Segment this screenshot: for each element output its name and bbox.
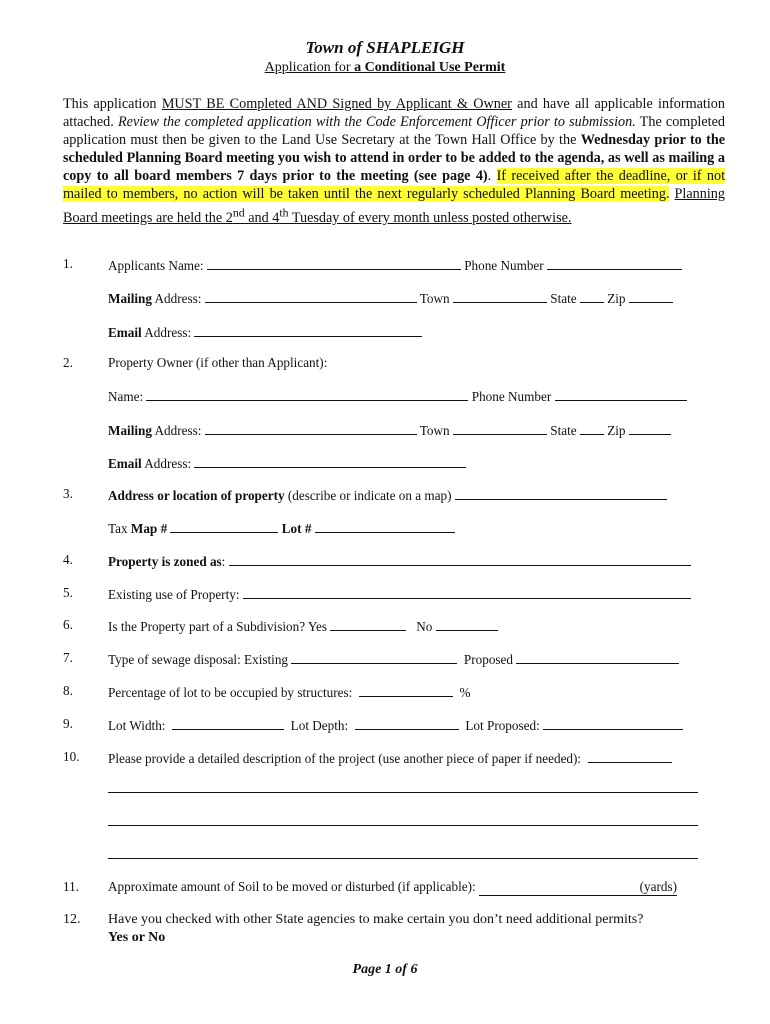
field-label: State [550, 423, 577, 438]
owner-address-field[interactable] [205, 421, 417, 435]
intro-text: and 4 [244, 209, 280, 226]
property-location-field[interactable] [455, 486, 667, 500]
lot-dimensions-line [108, 716, 683, 734]
item-number: 9. [63, 716, 73, 731]
item-number: 8. [63, 683, 73, 698]
field-label: Phone Number [471, 389, 552, 404]
item-number: 1. [63, 256, 73, 271]
field-label: Mailing [108, 423, 152, 438]
intro-sup: nd [232, 205, 245, 219]
form-subtitle [0, 60, 770, 76]
intro-deadline: Wednesday prior to the scheduled Planning Board meeting you wish to attend in order to be added to the agenda, as well as mailing a copy to all board members 7 days prior to the meeting (see page 4) [63, 132, 726, 184]
field-label: Lot Width: [108, 718, 166, 733]
field-label: Address: [151, 291, 202, 306]
description-line-1[interactable] [108, 792, 698, 793]
description-line-2[interactable] [108, 825, 698, 826]
owner-email-line [108, 454, 466, 472]
existing-use-line [108, 585, 691, 603]
owner-state-field[interactable] [580, 421, 604, 435]
field-label: Address: [151, 423, 202, 438]
field-label: Address: [141, 325, 192, 340]
description-line-3[interactable] [108, 858, 698, 859]
field-label: Percentage of lot to be occupied by structures: [108, 685, 353, 700]
field-label: Name: [108, 389, 144, 404]
intro-sup: th [279, 205, 289, 219]
applicant-town-field[interactable] [453, 289, 547, 303]
field-label: Approximate amount of Soil to be moved or disturbed (if applicable): [108, 879, 476, 894]
form-title: Town of SHAPLEIGH [305, 38, 465, 57]
sewage-proposed-field[interactable] [516, 650, 679, 664]
sewage-line [108, 650, 679, 668]
field-label: Proposed [463, 652, 513, 667]
zoning-line [108, 552, 691, 570]
percentage-field[interactable] [359, 683, 453, 697]
intro-text: Tuesday of every month unless posted otherwise. [288, 209, 572, 226]
soil-field[interactable] [479, 879, 677, 896]
description-line [108, 749, 672, 767]
field-label: Zip [607, 291, 626, 306]
item-number: 7. [63, 650, 73, 665]
zoning-field[interactable] [229, 552, 691, 566]
field-label: Address: [141, 456, 192, 471]
field-label: Town [419, 291, 450, 306]
field-label: Email [108, 325, 142, 340]
item-number: 12. [63, 912, 81, 927]
intro-must-complete: MUST BE Completed AND Signed by Applicant & Owner [161, 96, 512, 112]
field-label: Map # [130, 521, 168, 536]
intro-text: . [487, 168, 497, 184]
owner-label: Property Owner (if other than Applicant): [108, 355, 328, 370]
applicant-name-field[interactable] [207, 256, 461, 270]
field-label: Lot Depth: [290, 718, 349, 733]
owner-zip-field[interactable] [629, 421, 671, 435]
description-field[interactable] [588, 749, 672, 763]
field-label: Town [419, 423, 450, 438]
field-label: No [416, 619, 433, 634]
applicant-address-field[interactable] [205, 289, 417, 303]
item-number: 5. [63, 585, 73, 600]
intro-text: and have all applicable information attached. [63, 96, 725, 130]
field-label: Existing use of Property: [108, 587, 240, 602]
owner-name-line [108, 387, 687, 405]
applicant-phone-field[interactable] [547, 256, 682, 270]
intro-text: Planning Board meetings are held the 2 [63, 186, 725, 226]
applicant-state-field[interactable] [580, 289, 604, 303]
field-label: Property is zoned as [108, 554, 222, 569]
lot-proposed-field[interactable] [543, 716, 683, 730]
field-label: % [459, 685, 471, 700]
item-number: 4. [63, 552, 73, 567]
lot-depth-field[interactable] [355, 716, 459, 730]
field-label: Address or location of property [108, 488, 285, 503]
field-label: Email [108, 456, 142, 471]
yards-label: (yards) [639, 879, 677, 894]
field-label: Lot # [281, 521, 312, 536]
percentage-line [108, 683, 470, 701]
item-number: 11. [63, 879, 79, 894]
intro-text: This application [63, 96, 162, 112]
field-label: : [221, 554, 226, 569]
existing-use-field[interactable] [243, 585, 691, 599]
owner-phone-field[interactable] [555, 387, 687, 401]
field-label: Applicants Name: [108, 258, 204, 273]
lot-number-field[interactable] [315, 519, 455, 533]
property-location-line [108, 486, 667, 504]
subdivision-no-field[interactable] [436, 617, 498, 631]
applicant-zip-field[interactable] [629, 289, 673, 303]
item-number: 2. [63, 355, 73, 370]
field-label: Mailing [108, 291, 152, 306]
intro-text: The completed application must then be given to the Land Use Secretary at the Town Hall Office by the [63, 114, 725, 148]
subdivision-yes-field[interactable] [330, 617, 406, 631]
field-label: Please provide a detailed description of the project (use another piece of paper if needed): [108, 751, 582, 766]
field-label: State [550, 291, 577, 306]
item-number: 6. [63, 617, 73, 632]
tax-map-line [108, 519, 455, 537]
field-label: Is the Property part of a Subdivision? Yes [108, 619, 328, 634]
tax-map-field[interactable] [170, 519, 278, 533]
applicant-email-line [108, 323, 422, 341]
subdivision-line [108, 617, 498, 635]
applicant-mailing-line [108, 289, 673, 307]
field-label: Type of sewage disposal: Existing [108, 652, 289, 667]
agencies-question: Have you checked with other State agencies to make certain you don’t need additional permits? [108, 912, 644, 927]
lot-width-field[interactable] [172, 716, 284, 730]
intro-paragraph [63, 95, 725, 227]
item-number: 10. [63, 749, 80, 764]
owner-town-field[interactable] [453, 421, 547, 435]
field-label: Zip [607, 423, 626, 438]
subtitle-bold: a Conditional Use Permit [354, 60, 506, 75]
intro-review-note: Review the completed application with the Code Enforcement Officer prior to submission. [117, 114, 636, 130]
sewage-existing-field[interactable] [291, 650, 457, 664]
owner-name-field[interactable] [146, 387, 468, 401]
field-label: (describe or indicate on a map) [284, 488, 452, 503]
applicant-email-field[interactable] [194, 323, 422, 337]
applicant-name-line [108, 256, 682, 274]
intro-highlight-warning: If received after the deadline, or if not mailed to members, no action will be taken until the next regularly scheduled Planning Board meeting. [63, 168, 726, 202]
field-label: Phone Number [464, 258, 544, 273]
soil-line [108, 879, 677, 896]
field-label: Lot Proposed: [465, 718, 540, 733]
page-number: Page 1 of 6 [352, 962, 418, 977]
owner-email-field[interactable] [194, 454, 466, 468]
field-label: Tax [108, 521, 131, 536]
subtitle-prefix: Application for [264, 60, 355, 75]
owner-mailing-line [108, 421, 671, 439]
yes-or-no-answer[interactable]: Yes or No [108, 930, 166, 945]
item-number: 3. [63, 486, 73, 501]
